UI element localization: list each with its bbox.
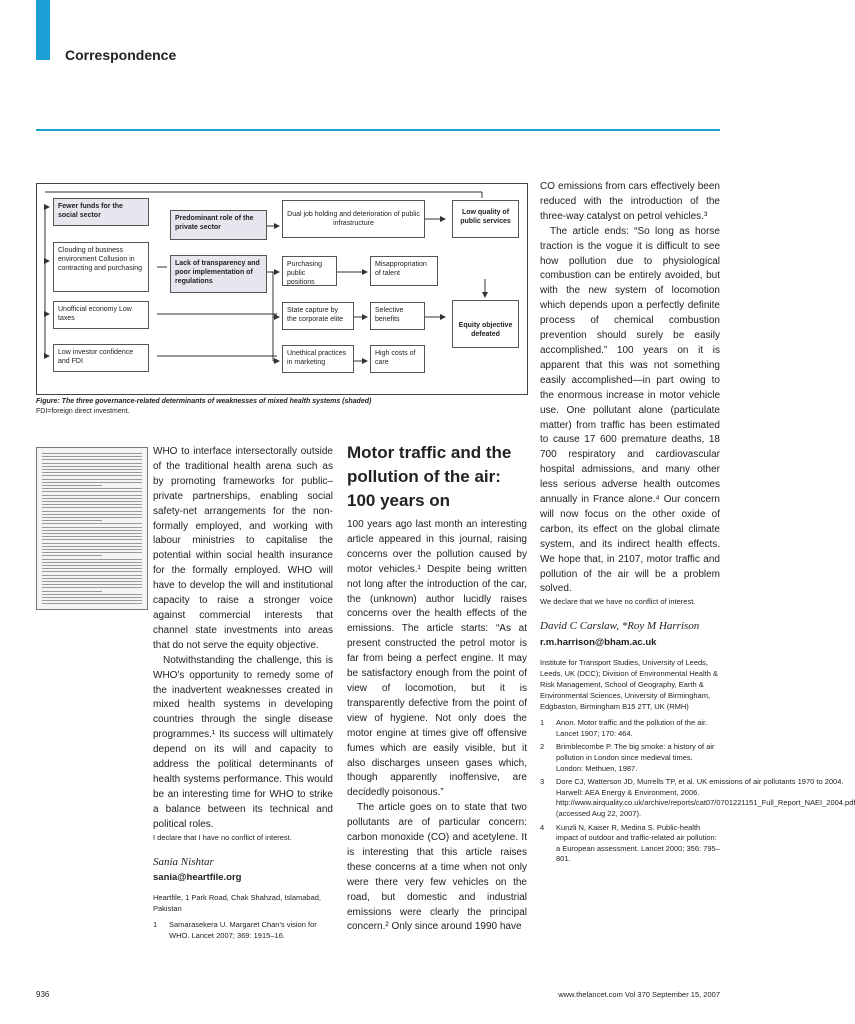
thumbnail-text-line bbox=[42, 536, 142, 537]
thumbnail-text-line bbox=[42, 591, 102, 592]
left-paragraph-1: WHO to interface intersectorally outside of the traditional health arena such as by promoting frameworks for public–private partnerships, enabling social safety-net arrangements for the non-formally employed, and working with labour ministries to capitalise the potential within social health insurance for the formally employed. WHO will have to develop the will and institutional capacity to raise a stronger voice against commercial interests that channel state investments into areas that do not serve the equity objective. bbox=[153, 446, 333, 651]
thumbnail-text-line bbox=[42, 504, 142, 505]
thumbnail-text-line bbox=[42, 491, 142, 492]
thumbnail-text-line bbox=[42, 552, 142, 553]
left-letter bbox=[153, 445, 333, 945]
reference-number: 1 bbox=[540, 718, 545, 728]
thumbnail-text-line bbox=[42, 520, 102, 521]
thumbnail-text-line bbox=[42, 539, 142, 540]
state-capture-box: State capture by the corporate elite bbox=[282, 302, 354, 330]
thumbnail-text-line bbox=[42, 571, 142, 572]
reference-text: Dore CJ, Watterson JD, Murrells TP, et al. UK emissions of air pollutants 1970 to 2004. Harwell: AEA Energy & Environment, 2006. http://www.airquality.co.uk/archive/reports/cat07/0701221151_Full_Report_NAEI_2004.pdf (accessed Aug 22, 2007). bbox=[556, 777, 855, 818]
reference-item bbox=[540, 742, 720, 774]
thumbnail-text-line bbox=[42, 533, 142, 534]
thumbnail-text-line bbox=[42, 501, 142, 502]
misappropriation-box: Misappropriation of talent bbox=[370, 256, 438, 286]
historic-article-thumbnail bbox=[36, 447, 148, 610]
thumbnail-text-line bbox=[42, 482, 142, 483]
thumbnail-text-line bbox=[42, 485, 102, 486]
thumbnail-text-line bbox=[42, 488, 142, 489]
thumbnail-text-line bbox=[42, 600, 142, 601]
reference-text: Samarasekera U. Margaret Chan's vision for WHO. Lancet 2007; 369: 1915–16. bbox=[169, 920, 317, 940]
thumbnail-text-line bbox=[42, 597, 142, 598]
section-accent-bar bbox=[36, 0, 50, 60]
thumbnail-text-line bbox=[42, 549, 142, 550]
left-paragraph-2: Notwithstanding the challenge, this is WHO's opportunity to remedy some of the inadvertent weaknesses created in mixed health systems in developing countries through the single disease programmes.¹ Its success will ultimately depend on its will and capacity to address the political determinants of health systems performance. This would be an interesting time for WHO to strike a balance between its technical and political roles. bbox=[153, 654, 333, 830]
thumbnail-text-line bbox=[42, 594, 142, 595]
thumbnail-text-line bbox=[42, 527, 142, 528]
left-email: sania@heartfile.org bbox=[153, 872, 242, 884]
thumbnail-text-line bbox=[42, 517, 142, 518]
thumbnail-text-line bbox=[42, 463, 142, 464]
low-investor-box: Low investor confidence and FDI bbox=[53, 344, 149, 372]
figure-caption-title: Figure: The three governance-related determinants of weaknesses of mixed health systems (shaded) bbox=[36, 398, 372, 405]
reference-item bbox=[540, 718, 720, 739]
right-declaration: We declare that we have no conflict of interest. bbox=[540, 597, 696, 607]
thumbnail-text-line bbox=[42, 466, 142, 467]
thumbnail-text-line bbox=[42, 453, 142, 454]
reference-number: 2 bbox=[540, 742, 545, 752]
article-title: Motor traffic and the pollution of the air: 100 years on bbox=[347, 443, 512, 510]
left-references bbox=[153, 920, 333, 941]
unofficial-economy-box: Unofficial economy Low taxes bbox=[53, 301, 149, 329]
left-author: Sania Nishtar bbox=[153, 855, 214, 868]
thumbnail-text-line bbox=[42, 514, 142, 515]
left-declaration: I declare that I have no conflict of interest. bbox=[153, 832, 292, 842]
equity-defeated-box: Equity objective defeated bbox=[452, 300, 519, 348]
thumbnail-text-line bbox=[42, 587, 142, 588]
reference-item bbox=[153, 920, 333, 941]
selective-benefits-box: Selective benefits bbox=[370, 302, 425, 330]
thumbnail-text-line bbox=[42, 543, 142, 544]
journal-footer: www.thelancet.com Vol 370 September 15, 2007 bbox=[558, 990, 720, 999]
thumbnail-text-line bbox=[42, 559, 142, 560]
header-rule bbox=[36, 129, 720, 131]
thumbnail-text-line bbox=[42, 565, 142, 566]
middle-letter bbox=[347, 518, 527, 935]
left-affiliation: Heartfile, 1 Park Road, Chak Shahzad, Islamabad, Pakistan bbox=[153, 893, 322, 914]
reference-text: Anon. Motor traffic and the pollution of the air. Lancet 1907; 170: 464. bbox=[556, 718, 708, 738]
thumbnail-text-line bbox=[42, 498, 142, 499]
middle-paragraph-1: 100 years ago last month an interesting article appeared in this journal, raising concerns over the pollution caused by motor vehicles.¹ Despite being written not long after the introduction of the car, the (unknown) author lucidly raises concerns over the health effects of the emissions. The article starts: “As at present constructed the petrol motor is far from being a perfect engine. It may be satisfactory enough from the point of view of locomotion, but it is transparently defective from the point of view of hygiene. Not only does the motor engine at times give off offensive fumes which are easily visible, but it also discharges unseen gases which, though apparently inoffensive, are decidedly poisonous.” bbox=[347, 519, 527, 799]
thumbnail-text-line bbox=[42, 575, 142, 576]
low-quality-box: Low quality of public services bbox=[452, 200, 519, 238]
dual-job-box: Dual job holding and deterioration of public infrastructure bbox=[282, 200, 425, 238]
reference-text: Kunzli N, Kaiser R, Medina S. Public-health impact of outdoor and traffic-related air pollution: a European assessment. Lancet 2000; 356: 795–801. bbox=[556, 822, 720, 864]
thumbnail-text-line bbox=[42, 523, 142, 524]
thumbnail-text-line bbox=[42, 581, 142, 582]
thumbnail-text-line bbox=[42, 479, 142, 480]
thumbnail-text-line bbox=[42, 603, 142, 604]
reference-text: Brimblecombe P. The big smoke: a history of air pollution in London since medieval times. London: Methuen, 1987. bbox=[556, 742, 715, 773]
thumbnail-text-line bbox=[42, 546, 142, 547]
figure-caption-note: FDI=foreign direct investment. bbox=[36, 408, 130, 415]
thumbnail-text-line bbox=[42, 456, 142, 457]
thumbnail-text-line bbox=[42, 472, 142, 473]
right-references bbox=[540, 718, 855, 865]
lack-transparency-box: Lack of transparency and poor implementation of regulations bbox=[170, 255, 267, 293]
reference-number: 1 bbox=[153, 920, 158, 930]
thumbnail-text-line bbox=[42, 511, 142, 512]
thumbnail-text-line bbox=[42, 578, 142, 579]
reference-item bbox=[540, 777, 855, 819]
thumbnail-text-line bbox=[42, 469, 142, 470]
right-affiliation: Institute for Transport Studies, University of Leeds, Leeds, UK (DCC); Division of Environmental Health & Risk Management, School of Geography, Earth & Environmental Sciences, University of Birmingham, Edgbaston, Birmingham B15 2TT, UK (RMH) bbox=[540, 658, 718, 712]
right-paragraph-2: The article ends: “So long as horse traction is the vogue it is difficult to see how pollution due to physiological combustion can be entirely avoided, but with the new system of locomotion which depends upon a perfectly definite process of chemical combustion prevention should surely be easily accomplished.” 100 years on it is apparent that this was not something easily accomplished—in part owing to the enormous increase in motor vehicle use. One pollutant alone (particulate matter) from traffic has been estimated to cause 17 600 premature deaths, 18 700 respiratory and cardiovascular hospital admissions, and many other less serious adverse health outcomes annually in France alone.⁴ Our concern will now focus on the other oxide of carbon, its effect on the global climate system, and its indirect health effects. We hope that, in 2107, motor traffic and pollution of the air will be a problem solved. bbox=[540, 225, 720, 595]
thumbnail-text-line bbox=[42, 459, 142, 460]
right-authors: David C Carslaw, *Roy M Harrison bbox=[540, 620, 700, 633]
clouding-box: Clouding of business environment Collusion in contracting and purchasing bbox=[53, 242, 149, 292]
middle-paragraph-2: The article goes on to state that two pollutants are of particular concern: carbon monoxide (CO) and acetylene. It is interesting that this article raises these concerns at a time when not only were there very few vehicles on the road, but domestic and industrial emissions were clearly the principal concern.² Only since around 1990 have bbox=[347, 802, 527, 933]
thumbnail-text-line bbox=[42, 495, 142, 496]
purchasing-box: Purchasing public positions bbox=[282, 256, 337, 286]
thumbnail-text-line bbox=[42, 475, 142, 476]
reference-item bbox=[540, 823, 720, 865]
high-costs-box: High costs of care bbox=[370, 345, 425, 373]
right-paragraph-1: CO emissions from cars effectively been reduced with the introduction of the three-way catalyst on petrol vehicles.³ bbox=[540, 181, 720, 222]
reference-number: 4 bbox=[540, 822, 545, 832]
page-number: 936 bbox=[36, 990, 50, 999]
reference-number: 3 bbox=[540, 777, 545, 787]
fewer-funds-box: Fewer funds for the social sector bbox=[53, 198, 149, 226]
predominant-role-box: Predominant role of the private sector bbox=[170, 210, 267, 240]
thumbnail-text-line bbox=[42, 568, 142, 569]
governance-figure bbox=[36, 183, 528, 395]
right-email: r.m.harrison@bham.ac.uk bbox=[540, 637, 657, 649]
thumbnail-text-line bbox=[42, 562, 142, 563]
thumbnail-text-line bbox=[42, 584, 142, 585]
unethical-practices-box: Unethical practices in marketing bbox=[282, 345, 354, 373]
right-letter bbox=[540, 180, 855, 868]
figure-caption bbox=[36, 397, 526, 417]
thumbnail-text-line bbox=[42, 507, 142, 508]
thumbnail-text-line bbox=[42, 530, 142, 531]
thumbnail-text-line bbox=[42, 555, 102, 556]
section-title: Correspondence bbox=[65, 47, 177, 63]
